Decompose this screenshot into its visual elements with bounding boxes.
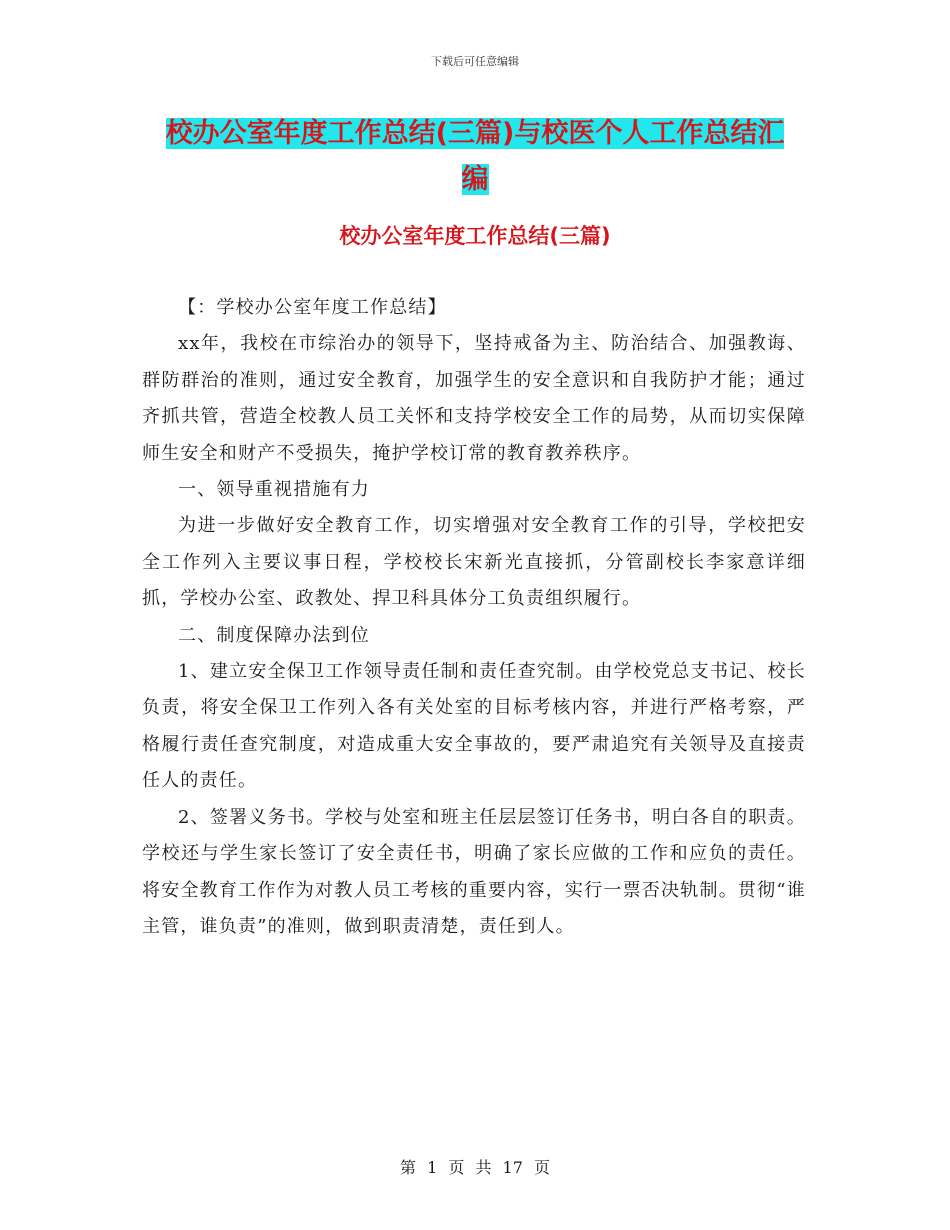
document-title: [140, 111, 810, 203]
paragraph: 2、签署义务书。学校与处室和班主任层层签订任务书，明白各自的职责。学校还与学生家长签订了安全责任书，明确了家长应做的工作和应负的责任。将安全教育工作作为对教人员工考核的重要内容，实行一票否决轨制。贯彻“谁主管，谁负责”的准则，做到职责清楚，责任到人。: [142, 806, 806, 937]
header-note: 下载后可任意编辑: [431, 55, 519, 68]
heading-1: 一、领导重视措施有力: [178, 479, 370, 501]
paragraph: xx年，我校在市综治办的领导下，坚持戒备为主、防治结合、加强教诲、群防群治的准则，通过安全教育，加强学生的安全意识和自我防护才能；通过齐抓共管，营造全校教人员工关怀和支持学校安全工作的局势，从而切实保障师生安全和财产不受损失，掩护学校订常的教育教养秩序。: [142, 333, 806, 464]
paragraph: 1、建立安全保卫工作领导责任制和责任查究制。由学校党总支书记、校长负责，将安全保卫工作列入各有关处室的目标考核内容，并进行严格考察，严格履行责任查究制度，对造成重大安全事故的，要严肃追究有关领导及直接责任人的责任。: [142, 661, 806, 792]
document-body: [142, 290, 806, 945]
heading-2: 二、制度保障办法到位: [178, 624, 370, 646]
paragraph: 为进一步做好安全教育工作，切实增强对安全教育工作的引导，学校把安全工作列入主要议事日程，学校校长宋新光直接抓，分管副校长李家意详细抓，学校办公室、政教处、捍卫科具体分工负责组织履行。: [142, 515, 806, 610]
section-title: 校办公室年度工作总结(三篇): [339, 224, 611, 248]
page-number-footer: 第 1 页 共 17 页: [400, 1158, 550, 1177]
paragraph-intro-tag: 【：学校办公室年度工作总结】: [178, 297, 447, 318]
title-line-2: 编: [461, 164, 489, 195]
title-line-1: 校办公室年度工作总结(三篇)与校医个人工作总结汇: [165, 118, 785, 149]
